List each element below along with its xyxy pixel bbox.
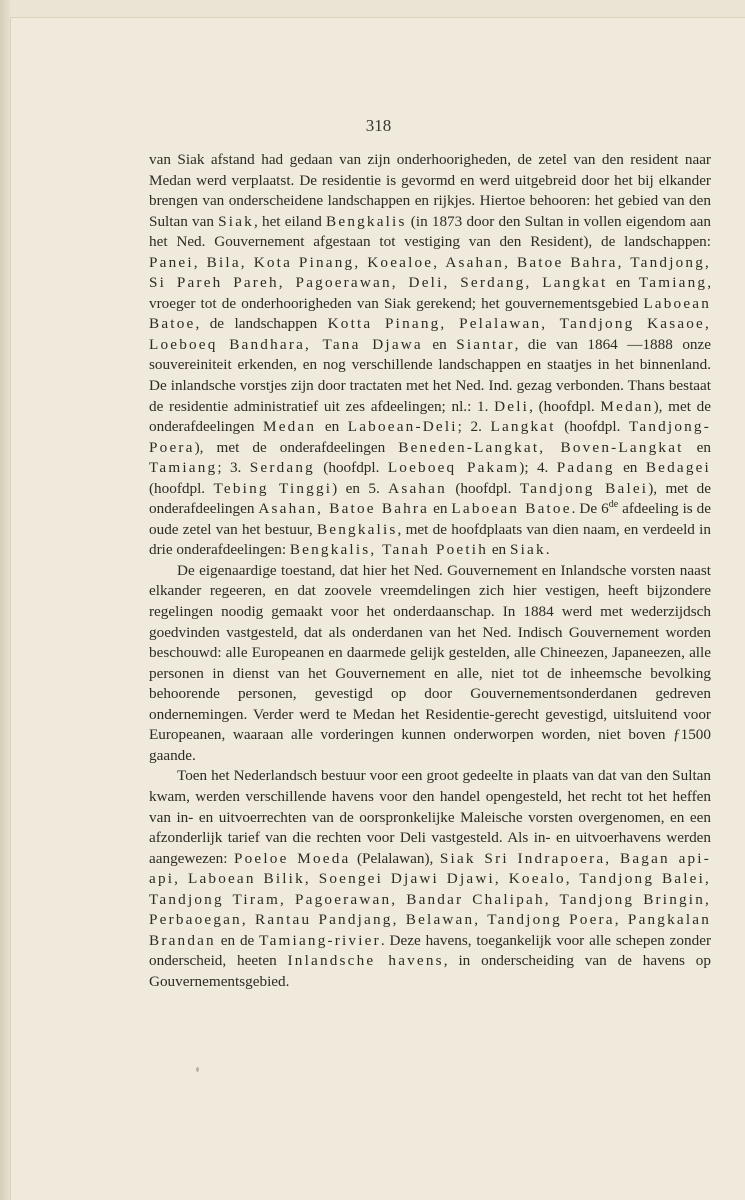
text-run: (in 1873 door den Sultan in vollen eigendom aan het Ned. Gouvernement afgestaan tot vestiging van den Resident), de landschappen: xyxy=(149,212,711,251)
spaced-name: Siak xyxy=(218,212,254,230)
text-run: en xyxy=(614,459,646,477)
spaced-name: Langkat xyxy=(490,418,556,436)
text-run: , (hoofdpl. xyxy=(529,397,601,415)
text-run: (hoofdpl. xyxy=(446,479,520,497)
spaced-name: Serdang xyxy=(249,459,315,477)
spaced-name: Poeloe Moeda xyxy=(233,849,351,867)
spaced-name: Bedagei xyxy=(645,459,711,477)
text-run: (hoofdpl. xyxy=(314,459,388,477)
text-run: , de landschappen xyxy=(195,315,328,333)
text-run: en xyxy=(422,335,457,353)
paper-speck xyxy=(196,1067,199,1072)
spaced-name: Tandjong-Poera xyxy=(149,418,711,456)
text-run: ; 3. xyxy=(217,459,250,477)
spaced-name: Siak xyxy=(509,541,546,559)
spaced-name: Deli xyxy=(494,397,530,415)
spaced-name: Padang xyxy=(556,459,615,477)
text-run: ); 4. xyxy=(519,459,557,477)
spaced-name: Siak Sri Indrapoera, Bagan api-api, Laboean Bilik, Soengei Djawi Djawi, Koealo, Tandjong Balei, Tandjong Tiram, Pagoerawan, Bandar Chalipah, Tandjong Bringin, Perbaoegan, Rantau Pandjang, Belawan, Tandjong Poera, Pangkalan Brandan xyxy=(149,849,711,949)
spaced-name: Medan xyxy=(263,418,317,436)
text-run: ), met de onderafdeelingen xyxy=(149,479,712,518)
text-run: Toen het Nederlandsch bestuur voor een groot gedeelte in plaats van dat van den Sultan kwam, werden verschillende havens voor den handel opengesteld, het recht tot het heffen van in- en uitvoerrechten van de oorspronkelijke Maleische vorsten overgenomen, en een afzonderlijk tarief van die rechten voor Deli vastgesteld. Als in- en uitvoerhavens werden aangewezen: xyxy=(149,767,711,867)
text-run: en xyxy=(488,541,510,559)
text-run: , die van 1864 —1888 onze souvereiniteit erkenden, en nog verschillende landschappen en staatjes in het binnenland. De inlandsche vorstjes zijn door tractaten met het Ned. Ind. gezag verbonden. Thans bestaat de residentie administratief uit zes afdeelingen; nl.: 1. xyxy=(149,335,711,415)
text-run: , het eiland xyxy=(253,212,327,230)
page-number: 318 xyxy=(365,116,392,135)
body-text xyxy=(149,150,711,992)
spaced-name: Laboean-Deli xyxy=(347,418,458,436)
spaced-name: Medan xyxy=(600,397,654,415)
text-run: , in onderscheiding van de havens op Gouvernementsgebied. xyxy=(149,952,711,990)
superscript: de xyxy=(608,499,619,511)
spaced-name: Tamiang xyxy=(638,274,708,292)
text-run: en de xyxy=(215,931,260,949)
text-run: en xyxy=(607,274,639,292)
spaced-name: Tamiang xyxy=(149,459,218,477)
text-run: . Deze havens, toegankelijk voor alle schepen zonder onderscheid, heeten xyxy=(149,931,712,970)
spaced-name: Loeboeq Pakam xyxy=(387,459,520,477)
paragraph-3 xyxy=(149,766,711,992)
spaced-name: Panei, Bila, Kota Pinang, Koealoe, Asahan, Batoe Bahra, Tandjong, Si Pareh Pareh, Pagoerawan, Deli, Serdang, Langkat xyxy=(149,253,711,292)
spaced-name: Tebing Tinggi xyxy=(213,479,333,497)
paragraph-1 xyxy=(149,150,711,561)
text-run: (hoofdpl. xyxy=(555,418,629,436)
text-run: ), met de onderafdeelingen xyxy=(149,397,711,436)
spaced-name: Bengkalis xyxy=(316,520,398,538)
text-run: , met de hoofdplaats van dien naam, en verdeeld in drie onderafdeelingen: xyxy=(149,520,711,559)
text-run: , vroeger tot de onderhoorigheden van Siak gerekend; het gouvernementsgebied xyxy=(149,274,711,312)
spaced-name: Asahan, Batoe Bahra xyxy=(258,500,430,518)
text-run: (Pelalawan), xyxy=(350,849,440,867)
paragraph-2 xyxy=(149,561,711,766)
spaced-name: Siantar xyxy=(456,335,515,353)
text-run: De eigenaardige toestand, dat hier het Ned. Gouvernement en Inlandsche vorsten naast elkander regeeren, en dat zoovele vreemdelingen zich hier vestigen, heeft bijzondere regelingen noodig gemaakt voor het onderdaanschap. In 1884 werd met wederzijdsch goedvinden vastgesteld, dat als onderdanen van het Ned. Indisch Gouvernement worden beschouwd: alle Europeanen en daarmede gelijk gestelden, alle Chineezen, Japaneezen, alle personen in dienst van het Gouvernement en alle, niet tot de inheemsche bevolking behoorende personen, gevestigd op door Gouvernementsonderdanen gedreven ondernemingen. Verder werd te Medan het Residentie-gerecht gevestigd, uitsluitend voor Europeanen, waaraan alle vorderingen kunnen onderworpen worden, niet boven ƒ1500 gaande. xyxy=(149,561,711,764)
text-run: ) en 5. xyxy=(332,479,389,497)
text-run: afdeeling is de oude zetel van het bestuur, xyxy=(149,500,711,538)
spaced-name: Beneden-Langkat, Boven-Langkat xyxy=(398,438,684,456)
text-run: en xyxy=(429,500,452,518)
text-run: . De 6 xyxy=(571,500,609,518)
spaced-name: Laboean Batoe xyxy=(149,294,711,333)
text-run: en xyxy=(683,438,711,456)
text-run: en xyxy=(316,418,348,436)
text-run: ; 2. xyxy=(457,418,491,436)
text-run: (hoofdpl. xyxy=(149,479,214,497)
spaced-name: Bengkalis xyxy=(326,212,407,230)
text-run: ), met de onderafdeelingen xyxy=(194,438,399,456)
spaced-name: Kotta Pinang, Pelalawan, Tandjong Kasaoe, Loeboeq Bandhara, Tana Djawa xyxy=(149,315,711,353)
spaced-name: Tamiang-rivier xyxy=(259,931,381,949)
spaced-name: Asahan xyxy=(388,479,447,497)
spaced-name: Tandjong Balei xyxy=(519,479,649,497)
text-run: . xyxy=(545,541,550,559)
spaced-name: Inlandsche havens xyxy=(287,952,444,970)
text-run: van Siak afstand had gedaan van zijn onderhoorigheden, de zetel van den resident naar Medan werd verplaatst. De residentie is gevormd en werd uitgebreid door het bij elkander brengen van onderscheidene landschappen en rijkjes. Hiertoe behooren: het gebied van den Sultan van xyxy=(149,151,711,230)
page-edge-shadow xyxy=(0,0,10,1200)
spaced-name: Bengkalis, Tanah Poetih xyxy=(289,541,489,559)
spaced-name: Laboean Batoe xyxy=(451,500,572,518)
